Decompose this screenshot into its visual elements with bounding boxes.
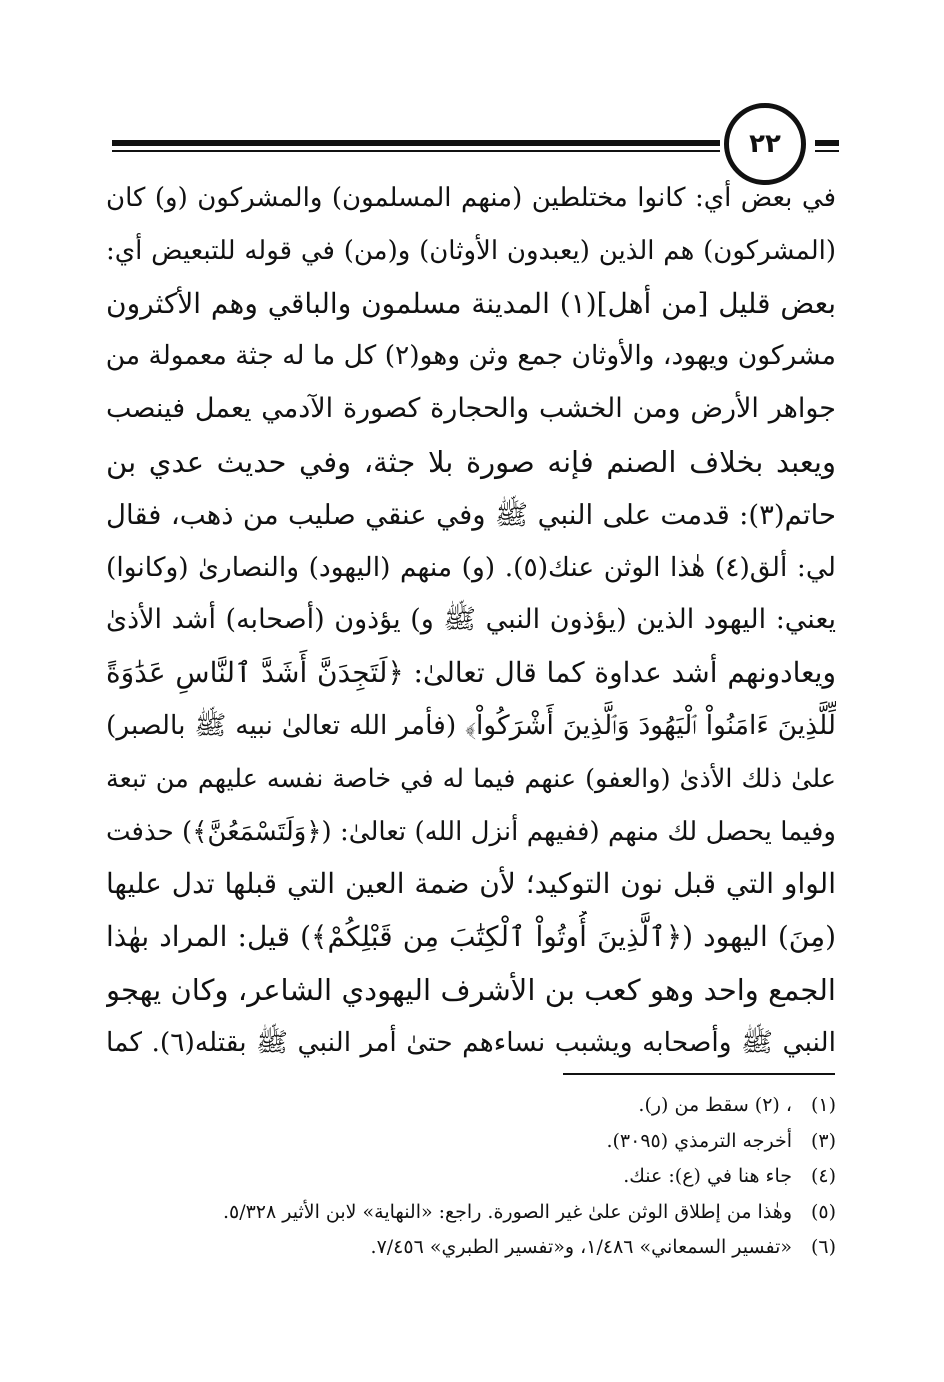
header-rule-thin [112,150,720,152]
footnote-text: ، (٢) سقط من (ر). [638,1094,792,1116]
body-line: وفيما يحصل لك منهم (ففيهم أنزل الله) تعالىٰ: (﴿وَلَتَسْمَعُنَّ﴾) حذفت [106,816,836,847]
body-line: (المشركون) هم الذين (يعبدون الأوثان) و(من) في قوله للتبعيض أي: [106,235,836,266]
footnote [106,1230,836,1266]
body-line: لي: ألق(٤) هٰذا الوثن عنك(٥). (و) منهم (اليهود) والنصارىٰ (وكانوا) [106,551,836,583]
footnote-number: (٥) [810,1200,836,1223]
footnote-text: «تفسير السمعاني» ١/٤٨٦، و«تفسير الطبري» ٧/٤٥٦. [370,1236,792,1259]
body-line: لِّلَّذِينَ ءَامَنُواْ ٱلْيَهُودَ وَٱلَّذِينَ أَشْرَكُواْ﴾ (فأمر الله تعالىٰ نبيه ﷺ بالصبر) [106,709,836,741]
footnote [106,1159,836,1195]
footnote [106,1195,836,1231]
body-line: مشركون ويهود، والأوثان جمع وثن وهو(٢) كل ما له جثة معمولة من [106,340,836,372]
footnote-separator [563,1073,835,1075]
body-line: جواهر الأرض ومن الخشب والحجارة كصورة الآدمي يعمل فينصب [106,393,836,425]
footnote-text: جاء هنا في (ع): عنك. [623,1165,792,1188]
body-line: حاتم(٣): قدمت على النبي ﷺ وفي عنقي صليب من ذهب، فقال [106,498,836,531]
footnote-text: أخرجه الترمذي (٣٠٩٥). [606,1129,792,1152]
footnote-number: (٤) [810,1165,836,1188]
header-rule-thick-right [815,140,839,146]
footnote-text: وهٰذا من إطلاق الوثن علىٰ غير الصورة. راجع: «النهاية» لابن الأثير ٥/٣٢٨. [222,1200,792,1223]
footnote [106,1088,836,1124]
footnote [106,1124,836,1160]
body-line: علىٰ ذلك الأذىٰ (والعفو) عنهم فيما له في خاصة نفسه عليهم من تبعة [106,763,836,794]
footnotes [106,1088,836,1266]
header-rule-thin-right [815,150,839,152]
page-number: ٢٢ [749,129,781,159]
body-line: ويعادونهم أشد عداوة كما قال تعالىٰ: ﴿لَتَجِدَنَّ أَشَدَّ ٱلنَّاسِ عَدَٰوَةً [106,656,836,690]
body-line: الجمع واحد وهو كعب بن الأشرف اليهودي الشاعر، وكان يهجو [106,972,836,1007]
header-rule-thick [112,140,720,146]
body-line: يعني: اليهود الذين (يؤذون النبي ﷺ و) يؤذون (أصحابه) أشد الأذىٰ [106,604,836,636]
body-line: ويعبد بخلاف الصنم فإنه صورة بلا جثة، وفي حديث عدي بن [106,444,836,479]
body-line: الواو التي قبل نون التوكيد؛ لأن ضمة العين التي قبلها تدل عليها [106,867,836,901]
body-line: في بعض أي: كانوا مختلطين (منهم المسلمون) والمشركون (و) كان [106,183,836,213]
footnote-number: (٣) [810,1129,836,1152]
body-text [106,172,836,1070]
body-line: بعض قليل [من أهل](١) المدينة مسلمون والباقي وهم الأكثرون [106,286,836,320]
body-line: (مِنَ) اليهود (﴿ٱلَّذِينَ أُوتُواْ ٱلْكِتَٰبَ مِن قَبْلِكُمْ﴾) قيل: المراد بهٰذا [106,920,836,954]
footnote-number: (١) [810,1094,836,1116]
footnote-number: (٦) [810,1236,836,1259]
body-line: النبي ﷺ وأصحابه ويشبب نساءهم حتىٰ أمر النبي ﷺ بقتله(٦). كما [106,1026,836,1058]
